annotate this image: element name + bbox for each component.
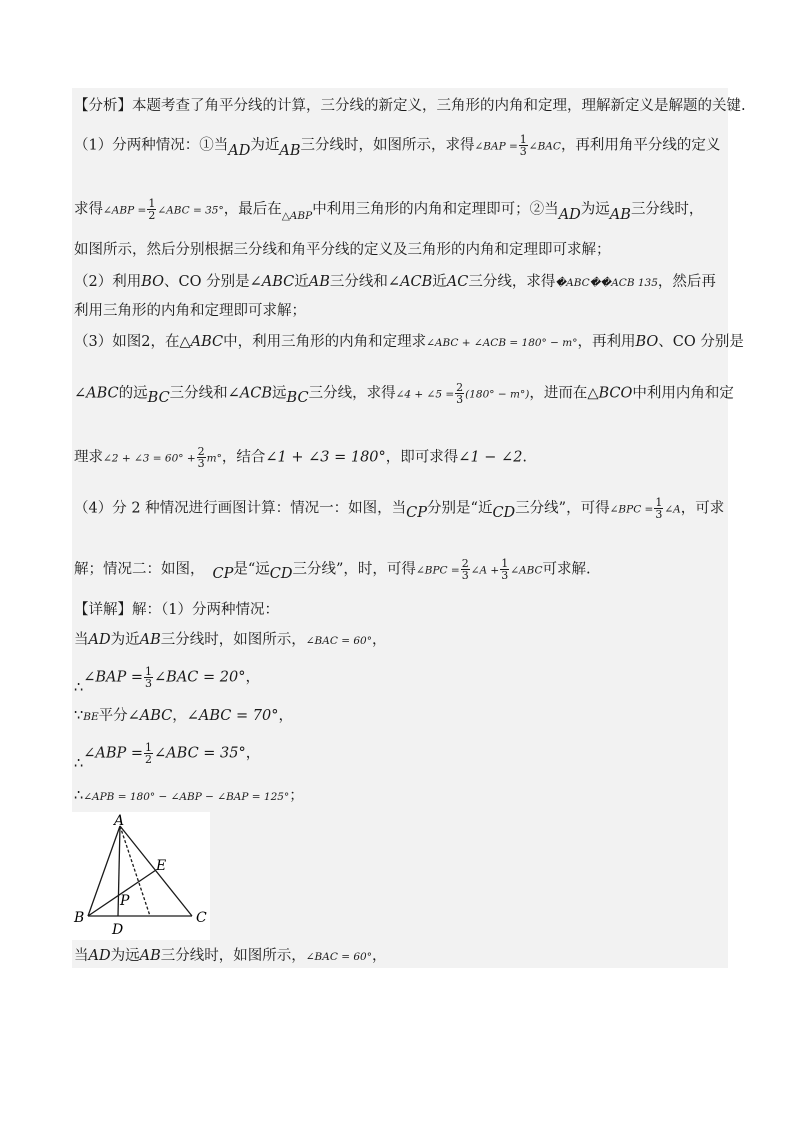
detail-heading-line bbox=[74, 600, 279, 620]
text: 为近 bbox=[250, 137, 280, 154]
math: AB bbox=[308, 274, 330, 290]
text: 三分线时， bbox=[630, 201, 704, 218]
math: AB bbox=[279, 142, 301, 159]
triangle-figure bbox=[72, 812, 210, 940]
numerator: 1 bbox=[519, 133, 527, 146]
detail-case-1-line bbox=[74, 630, 386, 651]
math: m° bbox=[206, 452, 222, 465]
math: ∠APB = 180° − ∠ABP − ∠BAP = 125° bbox=[83, 791, 290, 803]
numerator: 2 bbox=[197, 445, 205, 458]
math: ∠BAC = 20° bbox=[154, 669, 246, 686]
text: 为近 bbox=[110, 632, 140, 648]
fraction bbox=[197, 446, 206, 469]
text: 分别是“近 bbox=[427, 500, 493, 517]
text: 三分线时，如图所示， bbox=[160, 948, 306, 964]
garbled-math: �ABC��ACB 135 bbox=[555, 277, 658, 289]
fraction bbox=[147, 198, 156, 221]
denominator: 3 bbox=[197, 457, 205, 470]
fraction bbox=[455, 382, 464, 405]
analysis-part-2b-line bbox=[74, 301, 306, 321]
math: ∠BAP = bbox=[83, 669, 144, 686]
fraction bbox=[500, 558, 509, 581]
math: △BCO bbox=[587, 385, 633, 402]
text: ， bbox=[371, 948, 387, 964]
analysis-part-3b-line bbox=[74, 382, 734, 405]
text: 为远 bbox=[110, 948, 140, 964]
text: 的远 bbox=[118, 385, 148, 402]
numerator: 1 bbox=[655, 496, 663, 509]
math: (180° − m°) bbox=[465, 388, 530, 401]
because-symbol: ∵ bbox=[74, 708, 84, 724]
text: ，可求 bbox=[680, 500, 725, 517]
text: ， bbox=[172, 708, 187, 724]
math: AB bbox=[139, 632, 161, 648]
text: 三分线时，如图所示， bbox=[160, 632, 306, 648]
math: AC bbox=[446, 274, 469, 290]
fraction bbox=[519, 134, 528, 157]
text: ，结合 bbox=[221, 449, 266, 466]
therefore-symbol: ∴ bbox=[74, 679, 84, 696]
text: 近 bbox=[432, 274, 447, 290]
text: （3）如图2，在 bbox=[74, 334, 180, 350]
therefore-symbol: ∴ bbox=[74, 788, 84, 804]
label-p: P bbox=[120, 893, 130, 909]
math: ∠BPC = bbox=[609, 503, 654, 516]
text: 【详解】解：（1）分两种情况： bbox=[74, 602, 279, 618]
numerator: 1 bbox=[501, 557, 509, 570]
text: ，进而在 bbox=[529, 385, 588, 402]
numerator: 1 bbox=[148, 197, 156, 210]
numerator: 1 bbox=[145, 665, 153, 678]
text: 理求 bbox=[74, 449, 103, 466]
text: 求得 bbox=[74, 201, 103, 218]
text: 三分线和 bbox=[169, 385, 228, 402]
math: ∠ABP = bbox=[103, 204, 147, 217]
analysis-part-2-line bbox=[74, 272, 716, 293]
text: 三分线时，如图所示，求得 bbox=[300, 137, 475, 154]
math: ∠BAC = 60° bbox=[305, 951, 372, 963]
text: 平分 bbox=[98, 708, 128, 724]
triangle-diagram bbox=[72, 812, 210, 940]
detail-case-2-line bbox=[74, 946, 386, 967]
math: ∠ABC bbox=[510, 564, 543, 577]
denominator: 3 bbox=[456, 393, 464, 406]
text: . bbox=[522, 449, 528, 466]
math: △ABP bbox=[281, 209, 313, 222]
math: BC bbox=[286, 389, 309, 406]
label-b: B bbox=[74, 910, 85, 926]
text: 可求解. bbox=[542, 561, 591, 578]
text: （2）利用 bbox=[74, 274, 142, 290]
text: （1）分两种情况：①当 bbox=[74, 137, 229, 154]
math: ∠ACB bbox=[387, 274, 433, 290]
denominator: 3 bbox=[501, 569, 509, 582]
denominator: 2 bbox=[148, 209, 156, 222]
text: 为远 bbox=[580, 201, 610, 218]
math: CD bbox=[269, 565, 293, 582]
text: 远 bbox=[272, 385, 287, 402]
math: AB bbox=[139, 948, 161, 964]
math: CP bbox=[212, 565, 234, 582]
text: ， bbox=[371, 632, 387, 648]
analysis-part-3c-line bbox=[74, 446, 527, 469]
math: CD bbox=[492, 504, 516, 521]
text: （4）分 2 种情况进行画图计算：情况一：如图，当 bbox=[74, 500, 407, 517]
text: ，最后在 bbox=[223, 201, 282, 218]
label-c: C bbox=[196, 910, 207, 926]
math: ∠ABC = 35° bbox=[154, 745, 246, 762]
math: ∠BAC = 60° bbox=[305, 635, 372, 647]
math: AB bbox=[609, 206, 631, 223]
text: 是“远 bbox=[233, 561, 270, 578]
math: ∠ACB bbox=[227, 385, 273, 402]
side-ab bbox=[88, 826, 120, 916]
analysis-heading-line bbox=[74, 96, 746, 116]
numerator: 1 bbox=[145, 741, 153, 754]
text: ，再利用角平分线的定义 bbox=[560, 137, 721, 154]
analysis-part-4b-line bbox=[74, 558, 591, 581]
math: ∠ABC bbox=[127, 708, 173, 724]
text: 三分线，求得 bbox=[308, 385, 396, 402]
math: ∠ABC = 35° bbox=[157, 204, 224, 217]
text: 、CO 分别是 bbox=[658, 334, 744, 350]
math: ∠ABP = bbox=[83, 745, 144, 762]
math: ∠4 + ∠5 = bbox=[395, 388, 455, 401]
text: 中利用三角形的内角和定理即可；②当 bbox=[312, 201, 559, 218]
detail-abp-line bbox=[74, 741, 261, 772]
denominator: 3 bbox=[461, 569, 469, 582]
detail-bap-line bbox=[74, 665, 260, 696]
math: ∠ABC bbox=[74, 385, 119, 402]
math: ∠BAC bbox=[528, 140, 561, 153]
text: 三分线”，可得 bbox=[515, 500, 610, 517]
math: ∠BAP = bbox=[474, 140, 518, 153]
denominator: 3 bbox=[145, 677, 153, 690]
text: 、CO 分别是 bbox=[164, 274, 250, 290]
math: ∠A + bbox=[470, 564, 500, 577]
text: ， bbox=[245, 745, 261, 762]
fraction bbox=[461, 558, 470, 581]
text: 近 bbox=[294, 274, 309, 290]
text: 三分线和 bbox=[329, 274, 388, 290]
math: ∠1 + ∠3 = 180° bbox=[265, 449, 386, 466]
numerator: 2 bbox=[456, 381, 464, 394]
denominator: 3 bbox=[655, 508, 663, 521]
math: ∠ABC = 70° bbox=[186, 708, 279, 724]
math: ∠ABC + ∠ACB = 180° − m° bbox=[426, 337, 578, 349]
label-e: E bbox=[156, 858, 167, 874]
text: ，再利用 bbox=[577, 334, 636, 350]
fraction bbox=[654, 497, 663, 520]
text: 解；情况二：如图， bbox=[74, 561, 205, 578]
detail-apb-line bbox=[74, 786, 304, 807]
math: BO bbox=[635, 334, 659, 350]
text: 中，利用三角形的内角和定理求 bbox=[223, 334, 427, 350]
label-a: A bbox=[114, 813, 125, 829]
analysis-case-1b-line bbox=[74, 198, 703, 221]
detail-be-line bbox=[74, 706, 293, 727]
math: △ABC bbox=[179, 334, 224, 350]
math: BC bbox=[147, 389, 170, 406]
text: ， bbox=[278, 708, 293, 724]
text: 中利用内角和定 bbox=[632, 385, 734, 402]
fraction bbox=[144, 742, 153, 765]
denominator: 2 bbox=[145, 753, 153, 766]
math: ∠A bbox=[664, 503, 681, 516]
label-d: D bbox=[112, 922, 124, 938]
text: 利用三角形的内角和定理即可求解； bbox=[74, 303, 306, 319]
text: 三分线，求得 bbox=[468, 274, 556, 290]
text: ； bbox=[289, 788, 304, 804]
denominator: 3 bbox=[519, 145, 527, 158]
therefore-symbol: ∴ bbox=[74, 755, 84, 772]
math: AD bbox=[558, 206, 581, 223]
text: ，即可求得 bbox=[385, 449, 459, 466]
math: BE bbox=[83, 711, 99, 723]
math: BO bbox=[141, 274, 165, 290]
math: ∠ABC bbox=[249, 274, 295, 290]
analysis-part-4-line bbox=[74, 497, 724, 520]
math: AD bbox=[228, 142, 251, 159]
fraction bbox=[144, 666, 153, 689]
text: ，然后再 bbox=[657, 274, 716, 290]
text: 【分析】本题考查了角平分线的计算，三分线的新定义，三角形的内角和定理，理解新定义是解题的关键. bbox=[74, 98, 746, 114]
text: ， bbox=[245, 669, 260, 686]
math: AD bbox=[88, 632, 111, 648]
numerator: 2 bbox=[461, 557, 469, 570]
math: CP bbox=[406, 504, 428, 521]
math: ∠1 − ∠2 bbox=[458, 449, 523, 466]
text: 当 bbox=[74, 632, 89, 648]
math: AD bbox=[88, 948, 111, 964]
text: 当 bbox=[74, 948, 89, 964]
analysis-case-2-line bbox=[74, 240, 611, 260]
analysis-part-3-line bbox=[74, 332, 744, 353]
math: ∠2 + ∠3 = 60° + bbox=[103, 452, 196, 465]
analysis-case-1-line bbox=[74, 134, 720, 157]
text: 如图所示，然后分别根据三分线和角平分线的定义及三角形的内角和定理即可求解； bbox=[74, 242, 611, 258]
text: 三分线”，时，可得 bbox=[292, 561, 416, 578]
math: ∠BPC = bbox=[415, 564, 460, 577]
